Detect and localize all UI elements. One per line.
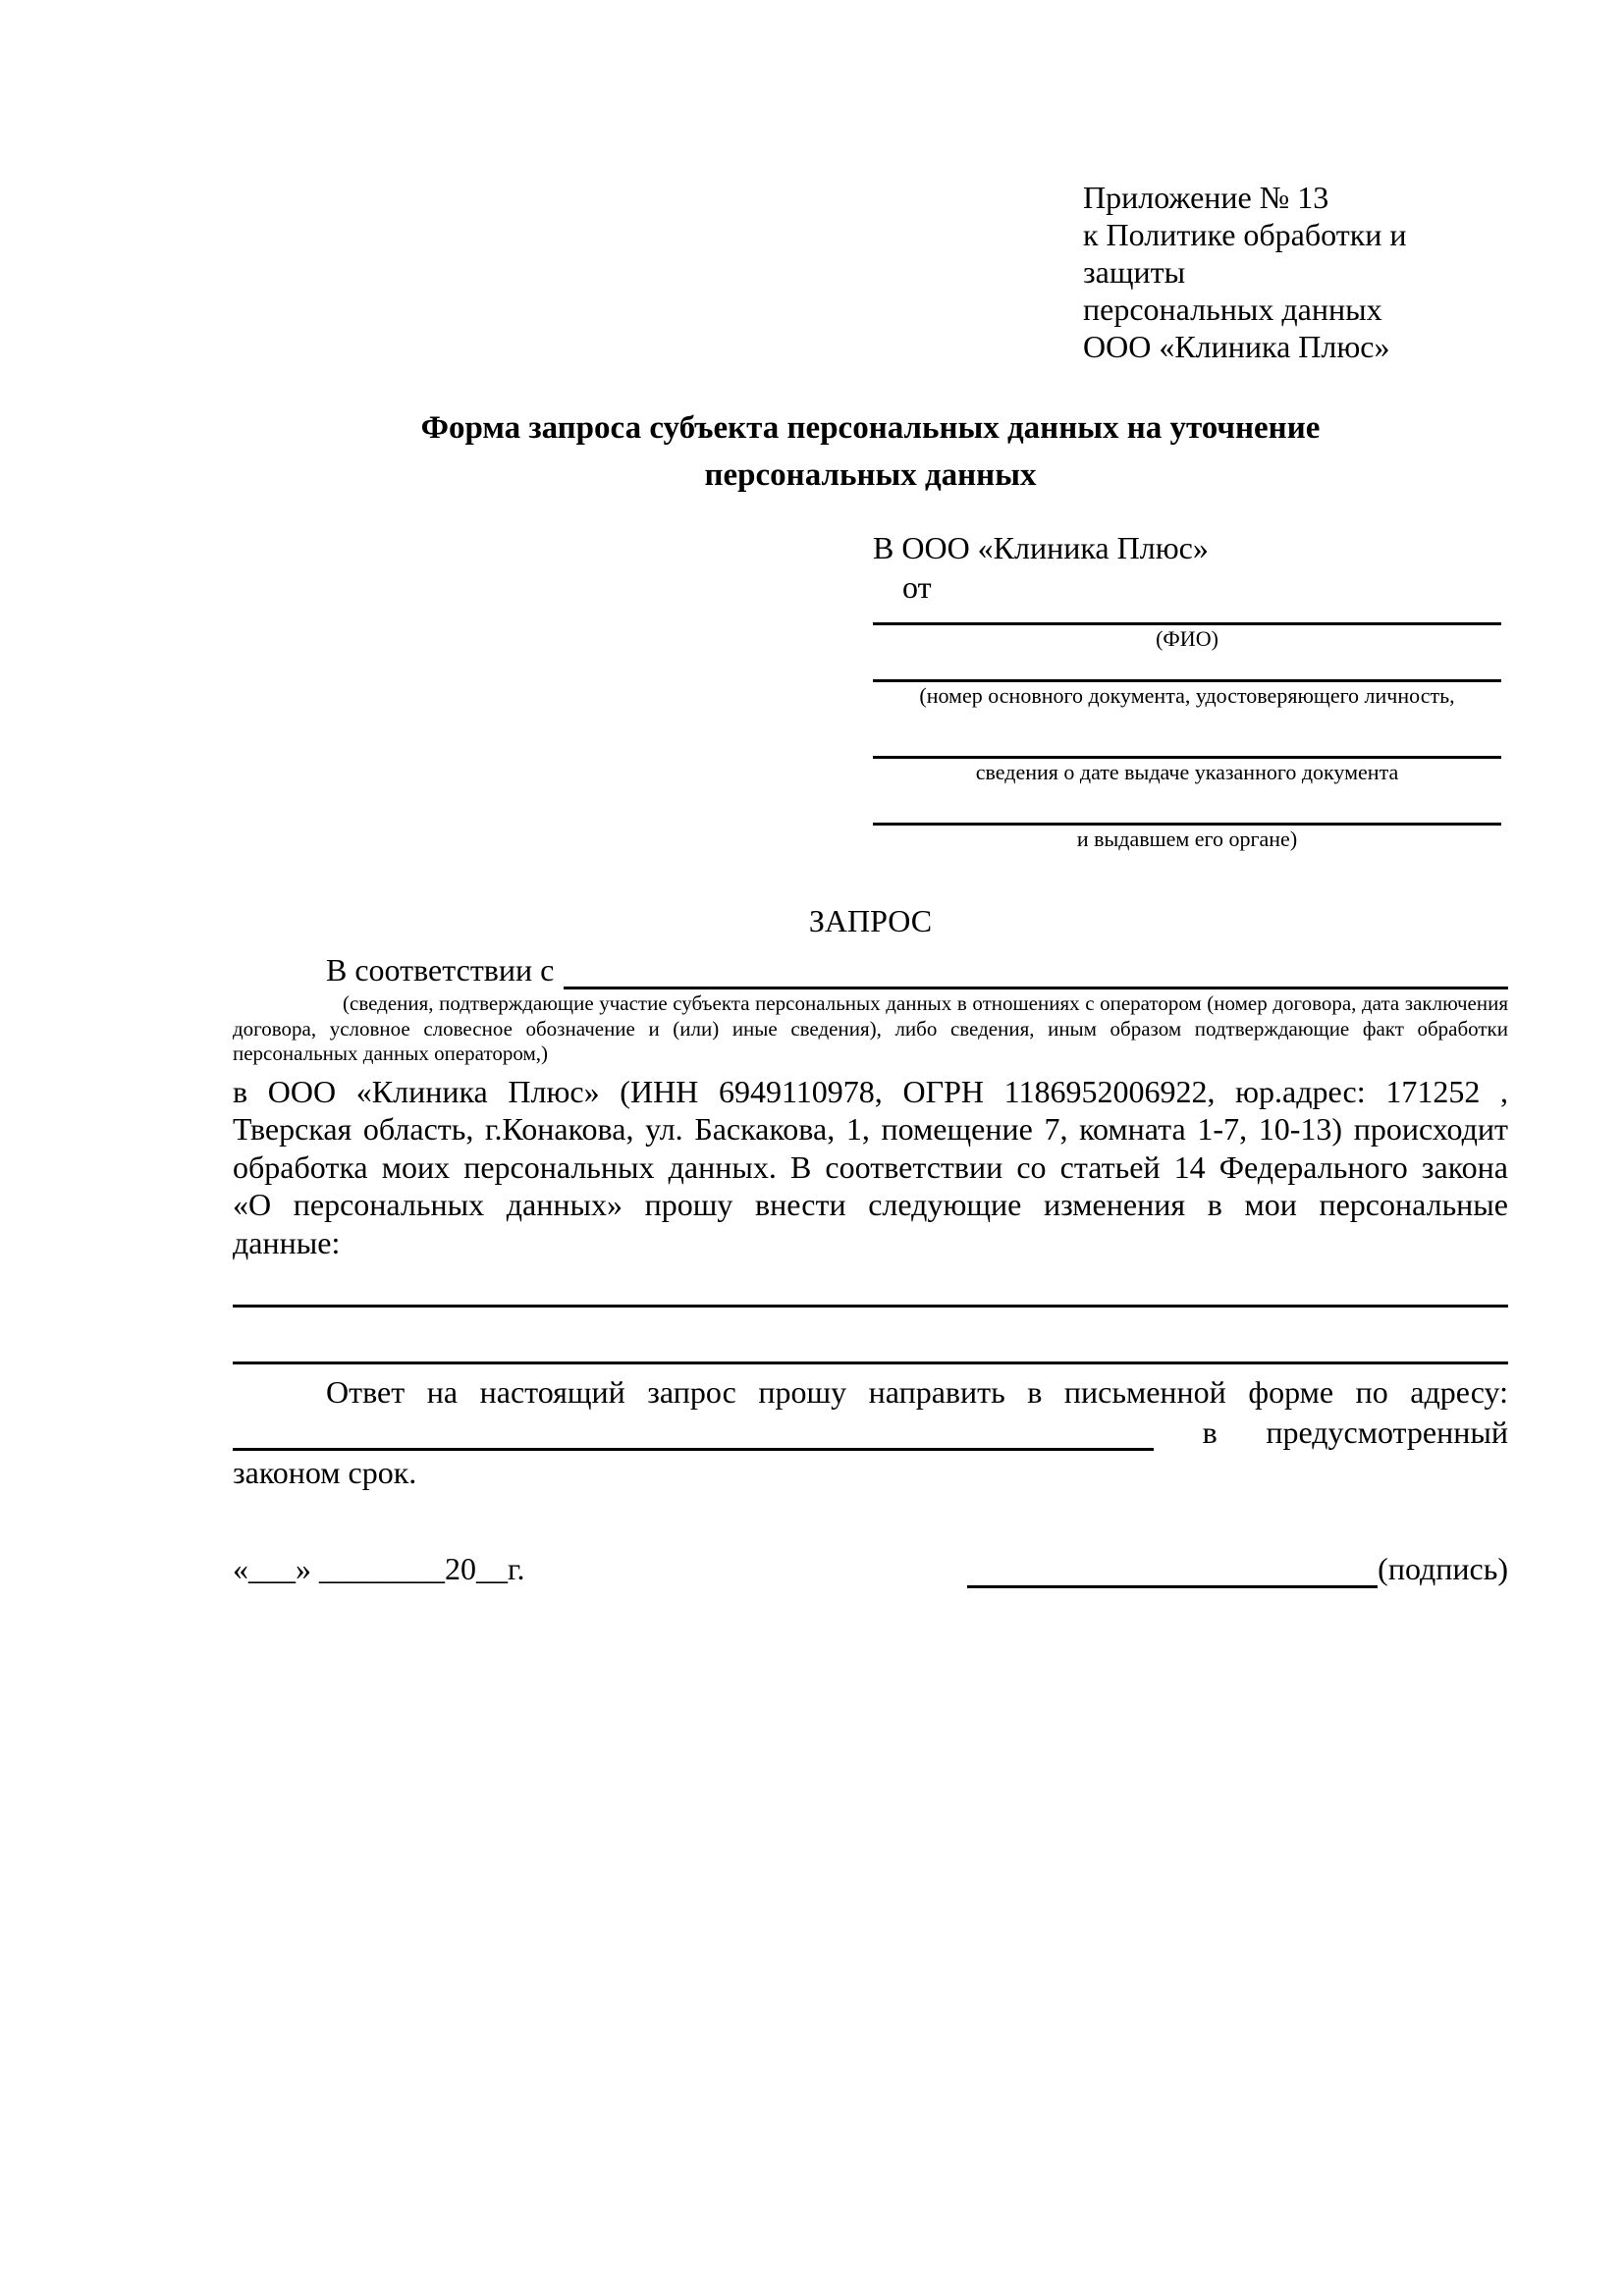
blank-line-signature — [967, 1556, 1378, 1588]
blank-line-basis — [564, 955, 1508, 989]
blank-line-address — [233, 1418, 1154, 1451]
signature-area — [967, 1549, 1508, 1588]
reply-address-line: Ответ на настоящий запрос прошу направить в письменной форме по адресу: — [326, 1374, 1508, 1410]
appendix-header-block — [1083, 179, 1508, 365]
addressee-to: В ООО «Клиника Плюс» — [873, 530, 1209, 565]
caption-issuing-authority: и выдавшем его органе) — [1076, 827, 1298, 851]
document-title-line-1: Форма запроса субъекта персональных данных на уточнение — [420, 410, 1321, 446]
addressee-block — [873, 528, 1501, 852]
organization-name-line: ООО «Клиника Плюс» — [1083, 329, 1390, 364]
blank-line-issuing-authority — [873, 785, 1501, 826]
reply-word-term: предусмотренный — [1266, 1415, 1508, 1450]
request-heading: ЗАПРОС — [808, 903, 933, 938]
page-content — [233, 179, 1508, 1588]
reply-address-blank-row — [233, 1412, 1508, 1451]
blank-line-id-document — [873, 652, 1501, 682]
reply-closing-line: законом срок. — [233, 1455, 417, 1490]
date-blank-line: «___» ________20__г. — [233, 1551, 525, 1586]
document-title — [233, 404, 1508, 499]
date-signature-row — [233, 1549, 1508, 1588]
request-body-paragraph: в ООО «Клиника Плюс» (ИНН 6949110978, ОГРН 1186952006922, юр.адрес: 171252 , Тверская область, г.Конакова, ул. Баскакова, 1, помещение 7, комната 1-7, 10-13) происходит обработка моих персональных данных. В соответствии со статьей 14 Федерального закона «О персональных данных» прошу внести следующие изменения в мои персональные данные: — [233, 1073, 1508, 1260]
intro-line — [233, 950, 1508, 989]
appendix-number-line: Приложение № 13 — [1083, 180, 1329, 215]
signature-caption: (подпись) — [1378, 1551, 1508, 1586]
intro-footnote: (сведения, подтверждающие участие субъекта персональных данных в отношениях с оператором (номер договора, дата заключения договора, условное словесное обозначение и (или) иные сведения), либо сведения, иным образом подтверждающие факт обработки персональных данных оператором,) — [233, 991, 1508, 1065]
blank-line-changes-2 — [233, 1308, 1508, 1364]
intro-prefix: В соответствии с — [326, 952, 555, 988]
caption-issue-date: сведения о дате выдаче указанного документа — [975, 760, 1399, 784]
blank-line-issue-date — [873, 709, 1501, 759]
document-title-line-2: персональных данных — [704, 457, 1037, 493]
reply-word-v: в — [1202, 1415, 1218, 1450]
blank-line-fio — [873, 607, 1501, 625]
addressee-from-label: от — [902, 569, 932, 605]
policy-reference-line: к Политике обработки и защиты — [1083, 217, 1407, 290]
caption-id-document: (номер основного документа, удостоверяющего личность, — [919, 683, 1455, 708]
caption-fio: (ФИО) — [1156, 626, 1218, 651]
blank-line-changes-1 — [233, 1261, 1508, 1308]
policy-reference-line-2: персональных данных — [1083, 292, 1382, 327]
